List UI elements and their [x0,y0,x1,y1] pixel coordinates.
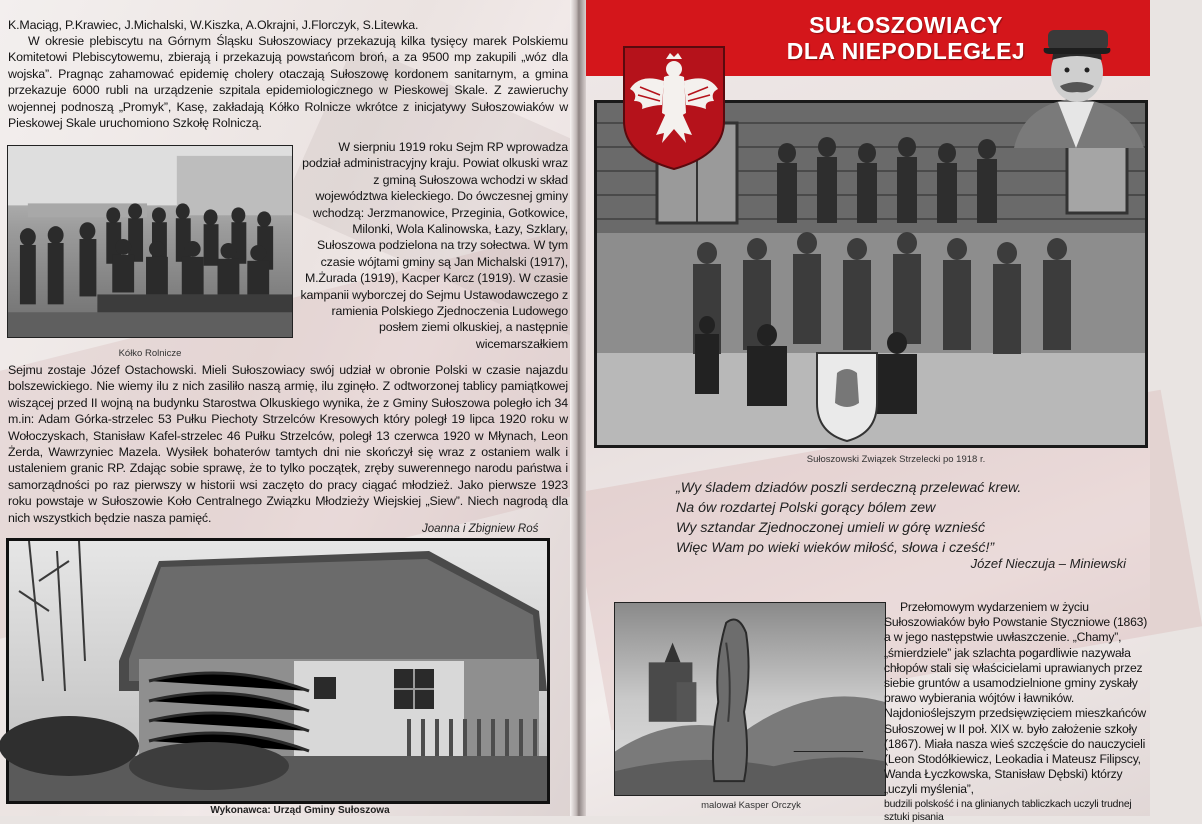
painting-maczuga-herkulesa [614,602,886,796]
poem-line: Wy sztandar Zjednoczonej umieli w górę wznieść [676,520,986,536]
left-page [0,0,574,816]
paragraph-sierpien-1919: W sierpniu 1919 roku Sejm RP wprowadza podział administracyjny kraju. Powiat olkuski wraz z gminą Sułoszowa wchodzi w skład województwa kieleckiego. Do ówczesnej gminy wchodzą: Jerzmanowice, Przeginia, Gotkowice, Milonki, Wola Kalinowska, Łazy, Szklary, Sułoszowa podzielona na trzy sołectwa. W tym czasie wójtami gminy są Jan Michalski (1917), M.Żurada (1919), Kacper Karcz (1919). W czasie kampanii wyborczej do Sejmu Ustawodawczego z ramienia Polskiego Zjednoczenia Ludowego posłem ziemi olkuskiej, a następnie wicemarszałkiem [300,140,568,351]
portrait-marshal [1004,8,1150,148]
poem-line: „Wy śladem dziadów poszli serdeczną przelewać krew. [676,480,1022,496]
photo-kolko-rolnicze [7,145,293,338]
caption-painting: malował Kasper Orczyk [701,800,801,811]
signature-authors: Joanna i Zbigniew Roś [422,523,539,535]
paragraph-powstanie-styczniowe [884,600,1150,823]
white-eagle-crest-icon [620,43,728,171]
paragraph-plebiscyt: W okresie plebiscytu na Górnym Śląsku Sułoszowiacy przekazują kilka tysięcy marek Polskiemu Komitetowi Plebiscytowemu, zbierają i przekazują powstańcom broń, a za 9500 mp zakupili „wóz dla wojska”. Pragnąc zahamować epidemię cholery otaczają Sułoszowę kordonem sanitarnym, a gmina przekazuje 6000 rubli na urządzenie szpitala epidemiologicznego w Pieskowej Skale. Z zawieruchy wojennej podnoszą „Promyk”, Kasę, zakładają Kółko Rolnicze wkrótce z inicjatywy Sułoszowiaków w Pieskowej Skale uruchomiono Szkołę Rolniczą. [8,34,568,131]
caption-wykonawca: Wykonawca: Urząd Gminy Sułoszowa [210,805,390,816]
caption-zwiazek-strzelecki: Sułoszowski Związek Strzelecki po 1918 r. [806,454,986,465]
right-page [586,0,1150,823]
poem-line: Więc Wam po wieki wieków miłość, słowa i cześć!” [676,540,995,556]
poem-author: Józef Nieczuja – Miniewski [970,556,1126,571]
paragraph-bolszewicy: Sejmu zostaje Józef Ostachowski. Mieli Sułoszowiacy swój udział w obronie Polski w czasie najazdu bolszewickiego. Nie wiemy ilu z nich zasiliło naszą armię, ilu zginęło. Z odtworzonej tablicy pamiątkowej wiszącej przed II wojną na budynku Starostwa Olkuskiego wynika, że z Gminy Sułoszowa poległo ich 34 m.in: Adam Górka-strzelec 53 Pułku Piechoty Strzelców Kresowych który poległ 19 lipca 1920 roku w Wołoczyskach, Stanisław Kafel-strzelec 46 Pułku Strzelców, poległ 13 czerwca 1920 w Młynach, Leon Żerda, Wawrzyniec Mazela. Wysiłek bohaterów tamtych dni nie skończył się wraz z ostaniem walk i ustaleniem granic RP. Zdając sobie sprawę, że to tylko początek, zręby suwerennego narodu państwa i samorządności po raz pierwszy w historii wsi zaczęto do pracy ciągać młodzież. Jako pierwsze 1923 roku powstaje w Sułoszowie Koło Centralnego Związku Młodzieży Wiejskiej „Siew”. Niech nagrodą dla nich wszystkich będzie nasza pamięć. [8,363,568,525]
title-line-2: DLA NIEPODLEGŁEJ [786,38,1026,64]
poem-line: Na ów rozdartej Polski gorący bólem zew [676,500,936,516]
authors-line: K.Maciąg, P.Krawiec, J.Michalski, W.Kiszka, A.Okrajni, J.Florczyk, S.Litewka. [8,18,419,32]
title-line-1: SUŁOSZOWIACY [809,12,1003,38]
poem [676,478,1136,558]
photo-thatched-house [6,538,550,804]
paragraph-powstanie-tail: budzili polskość i na glinianych tabliczkach uczyli trudnej sztuki pisania [884,798,1132,823]
page-spine [570,0,586,816]
paragraph-powstanie-body: Przełomowym wydarzeniem w życiu Sułoszowiaków było Powstanie Styczniowe (1863) a w jego następstwie uwłaszczenie. „Chamy”, „śmierdziele” jak szlachta pogardliwie nazywała chłopów stali się właścicielami uprawianych przez siebie gruntów a usamodzielnione gminy zyskały prawo wybierania wójtów i ławników. Najdonioślejszym przedsięwzięciem mieszkańców Sułoszowej w II poł. XIX w. było założenie szkoły (1867). Miała nasza wieś szczęście do nauczycieli (Leon Stodółkiewicz, Leokadia i Mateusz Filipscy, Wanda Łyczkowska, Stanisław Dębski) którzy „uczyli myślenia”, [884,600,1148,797]
caption-kolko-rolnicze: Kółko Rolnicze [118,348,182,359]
